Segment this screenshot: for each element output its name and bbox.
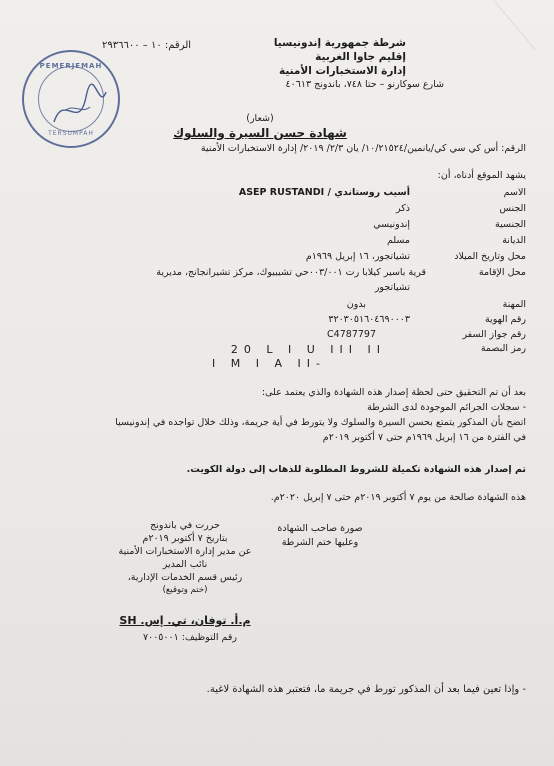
- field-value: مسلم: [386, 235, 410, 246]
- field-row: [26, 203, 526, 217]
- field-value: ٣٢٠٣٠٥١٦٠٤٦٩٠٠٠٣: [328, 314, 410, 325]
- field-value: ذكر: [396, 203, 410, 214]
- stamp-bottom-text: TERSUMPAH: [48, 130, 94, 137]
- field-label: رمز البصمة: [480, 343, 526, 354]
- field-label: الجنس: [499, 203, 526, 214]
- ref-number: الرقم: ١٠ – ٢٩٣٦٦٠٠: [102, 40, 192, 51]
- field-value: تشياتجور: [374, 282, 410, 293]
- field-value: تشياتجور، ١٦ إبريل ١٩٦٩م: [305, 251, 410, 262]
- field-row: [26, 187, 526, 201]
- fingerprint-code: 20 L I U III II: [230, 343, 386, 356]
- field-value: إندونيسي: [373, 219, 410, 230]
- section-head: رئيس قسم الخدمات الإدارية،: [127, 572, 243, 583]
- fingerprint-row-2: [26, 357, 526, 371]
- field-value: قرية باسير كيلابا رت ٠٠٣/٠٠١حي تشيبيوك، مركز تشيرانجانج، مديرية: [156, 267, 426, 278]
- field-label: الاسم: [503, 187, 526, 198]
- field-row: [26, 329, 526, 343]
- issue-date: بتاريخ ٧ أكتوبر ٢٠١٩م: [142, 533, 228, 544]
- field-row: [26, 343, 526, 357]
- field-label: المهنة: [502, 299, 526, 310]
- body-paragraph-3: اتضح بأن المذكور يتمتع بحسن السيرة والسلوك ولا يتورط في أية جريمة، وذلك خلال تواجده في إندونيسيا: [115, 417, 526, 428]
- field-label: الجنسية: [495, 219, 526, 230]
- photo-note: [255, 522, 385, 550]
- certificate-title: شهادة حسن السيرة والسلوك: [173, 126, 347, 140]
- org-line-2: إقليم جاوا الغربية: [315, 51, 406, 63]
- page-fold: [493, 0, 554, 50]
- field-value: C4787797: [327, 329, 376, 340]
- field-label: محل الإقامة: [478, 267, 526, 278]
- footer-note: - وإذا تعين فيما بعد أن المذكور تورط في جريمة ما، فتعتبر هذه الشهادة لاغية.: [206, 684, 526, 695]
- sign-note: (ختم وتوقيع): [162, 585, 208, 595]
- field-label: الديانة: [502, 235, 526, 246]
- body-paragraph-5: تم إصدار هذه الشهادة تكميلة للشروط المطلوبة للذهاب إلى دولة الكويت.: [186, 464, 526, 475]
- translator-stamp: [22, 50, 120, 148]
- body-paragraph-2: - سجلات الجرائم الموجودة لدى الشرطة: [367, 402, 526, 413]
- body-paragraph-4: في الفترة من ١٦ إبريل ١٩٦٩م حتى ٧ أكتوبر ٢٠١٩م: [322, 432, 526, 443]
- certificate-reference: الرقم: أس كي سي كي/يانمين/١٠/٢١٥٢٤/ يان ٢/٣/ ٢٠١٩/ إدارة الاستخبارات الأمنية: [200, 143, 526, 154]
- org-address: شارع سوكارنو – حتا ٧٤٨، باندونج ٤٠٦١٣: [285, 79, 444, 90]
- field-row: [26, 267, 526, 281]
- stamp-top-text: PEMERJEMAH: [39, 62, 103, 70]
- body-paragraph-1: بعد أن تم التحقيق حتى لحظة إصدار هذه الشهادة والذي يعتمد على:: [261, 387, 526, 398]
- intro-text: يشهد الموقع أدناه، أن:: [437, 170, 526, 181]
- field-row: [26, 299, 526, 313]
- org-line-3: إدارة الاستخبارات الأمنية: [278, 65, 406, 77]
- photo-note-line-2: وعليها ختم الشرطة: [281, 537, 359, 548]
- field-value: أسيب روستاندي / ASEP RUSTANDI: [238, 187, 410, 198]
- deputy-title: نائب المدير: [162, 559, 208, 570]
- field-value: بدون: [346, 299, 366, 310]
- field-row: [26, 235, 526, 249]
- field-row: [26, 314, 526, 328]
- signatory-name: م.أ. توفان، تي. إس. SH: [119, 614, 251, 627]
- signature-block: [110, 519, 260, 597]
- field-row: [26, 251, 526, 265]
- issued-in: حررت في باندونج: [150, 520, 220, 531]
- org-line-1: شرطة جمهورية إندونيسيا: [273, 37, 406, 49]
- on-behalf-of: عن مدير إدارة الاستخبارات الأمنية: [118, 546, 252, 557]
- field-label: محل وتاريخ الميلاد: [454, 251, 526, 262]
- field-row: [26, 282, 526, 296]
- field-row: [26, 219, 526, 233]
- field-label: رقم الهوية: [484, 314, 526, 325]
- signature-scribble-icon: [24, 52, 122, 150]
- body-paragraph-6: هذه الشهادة صالحة من يوم ٧ أكتوبر ٢٠١٩م حتى ٧ إبريل ٢٠٢٠م.: [270, 492, 526, 503]
- field-label: رقم جواز السفر: [462, 329, 526, 340]
- fingerprint-code-2: I M I A II-: [212, 357, 326, 370]
- emblem-placeholder: (شعار): [246, 113, 274, 124]
- photo-note-line-1: صورة صاحب الشهادة: [277, 523, 363, 534]
- employee-id: رقم التوظيف: ٧٠٠٥٠٠١: [143, 632, 237, 643]
